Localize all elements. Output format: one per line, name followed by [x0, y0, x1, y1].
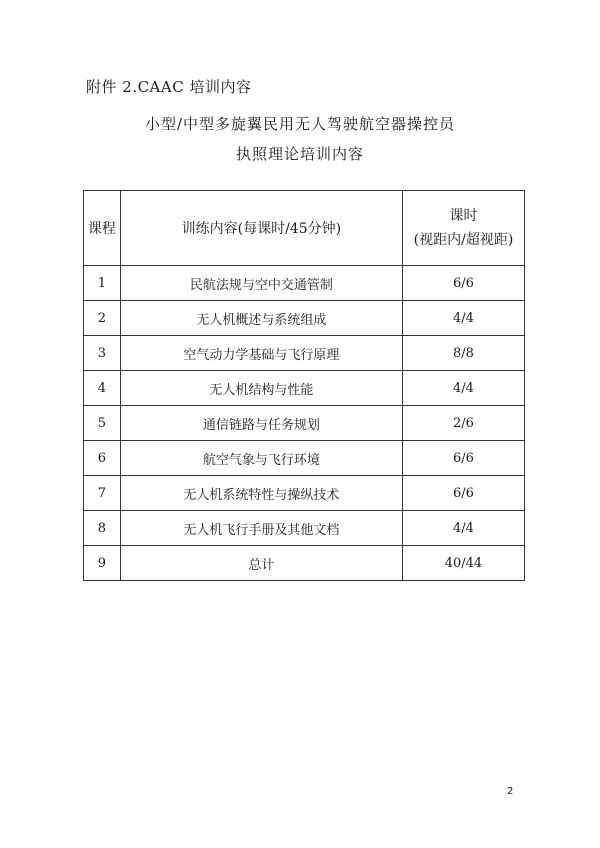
row-content: 无人机系统特性与操纵技术 — [120, 476, 402, 511]
row-hours: 4/4 — [402, 371, 524, 406]
document-title-line1: 小型/中型多旋翼民用无人驾驶航空器操控员 — [144, 115, 456, 133]
row-number: 7 — [84, 476, 121, 511]
row-number: 1 — [84, 266, 121, 301]
row-content: 无人机结构与性能 — [120, 371, 402, 406]
row-number: 6 — [84, 441, 121, 476]
row-hours: 8/8 — [402, 336, 524, 371]
row-hours: 2/6 — [402, 406, 524, 441]
row-content: 无人机概述与系统组成 — [120, 301, 402, 336]
row-number: 3 — [84, 336, 121, 371]
table-row — [84, 476, 525, 511]
row-number: 8 — [84, 511, 121, 546]
row-hours: 6/6 — [402, 441, 524, 476]
row-number: 4 — [84, 371, 121, 406]
header-course-number: 课程 — [84, 191, 121, 266]
row-number: 2 — [84, 301, 121, 336]
table-row — [84, 301, 525, 336]
page-number: 2 — [507, 786, 514, 797]
row-number: 9 — [84, 546, 121, 581]
row-hours: 6/6 — [402, 476, 524, 511]
attachment-label: 附件 2.CAAC 培训内容 — [86, 78, 252, 96]
table-row-total — [84, 546, 525, 581]
header-training-content: 训练内容(每课时/45分钟) — [120, 191, 402, 266]
row-content: 通信链路与任务规划 — [120, 406, 402, 441]
row-content: 民航法规与空中交通管制 — [120, 266, 402, 301]
table-header-row — [84, 191, 525, 266]
table-row — [84, 371, 525, 406]
row-hours: 6/6 — [402, 266, 524, 301]
training-content-table — [83, 190, 525, 581]
row-number: 5 — [84, 406, 121, 441]
row-content: 总计 — [120, 546, 402, 581]
row-hours: 4/4 — [402, 301, 524, 336]
row-hours: 40/44 — [402, 546, 524, 581]
row-content: 无人机飞行手册及其他文档 — [120, 511, 402, 546]
header-hours-line2: (视距内/超视距) — [413, 232, 514, 248]
table-row — [84, 511, 525, 546]
table-row — [84, 406, 525, 441]
document-title-line2: 执照理论培训内容 — [235, 145, 364, 163]
row-content: 空气动力学基础与飞行原理 — [120, 336, 402, 371]
header-class-hours — [402, 191, 524, 266]
row-content: 航空气象与飞行环境 — [120, 441, 402, 476]
table-row — [84, 336, 525, 371]
row-hours: 4/4 — [402, 511, 524, 546]
header-hours-line1: 课时 — [449, 208, 478, 224]
table-row — [84, 266, 525, 301]
table-row — [84, 441, 525, 476]
